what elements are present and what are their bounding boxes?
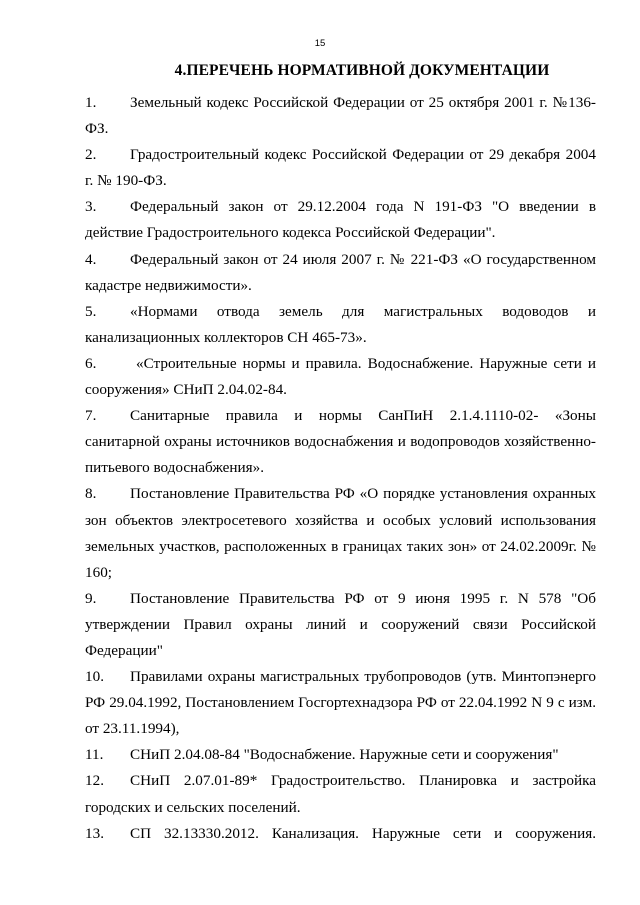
item-text: «Нормами отвода земель для магистральных водоводов и канализационных коллекторов СН 465-73». xyxy=(85,302,596,346)
item-number: 1. xyxy=(85,94,97,111)
list-item xyxy=(85,299,596,351)
item-text: «Строительные нормы и правила. Водоснабжение. Наружные сети и сооружения» СНиП 2.04.02-84. xyxy=(85,354,596,399)
item-text: Санитарные правила и нормы СанПиН 2.1.4.1110-02- «Зоны санитарной охраны источников водоснабжения и водопроводов хозяйственно-питьевого водоснабжения». xyxy=(85,407,596,477)
item-text: Постановление Правительства РФ от 9 июня 1995 г. N 578 "Об утверждении Правил охраны линий и сооружений связи Российской Федерации" xyxy=(85,589,596,659)
item-number: 8. xyxy=(85,485,97,503)
item-number: 9. xyxy=(85,589,97,607)
list-item xyxy=(85,351,596,403)
list-item xyxy=(85,481,596,585)
item-text: Федеральный закон от 29.12.2004 года N 191-ФЗ "О введении в действие Градостроительного кодекса Российской Федерации". xyxy=(85,198,596,242)
list-item xyxy=(85,742,596,768)
list-item xyxy=(85,247,596,299)
item-number: 6. xyxy=(85,354,97,372)
item-number: 7. xyxy=(85,407,97,425)
document-list xyxy=(85,90,596,847)
item-text: Постановление Правительства РФ «О порядке установления охранных зон объектов электросетевого хозяйства и особых условий использования земельных участков, расположенных в границах таких зон» от 24.02.2009г. № 160; xyxy=(85,485,596,581)
item-number: 11. xyxy=(85,746,104,764)
list-item xyxy=(85,403,596,481)
list-item xyxy=(85,194,596,246)
item-text: Правилами охраны магистральных трубопроводов (утв. Минтопэнерго РФ 29.04.1992, Постановлением Госгортехнадзора РФ от 22.04.1992 N 9 с изм. от 23.11.1994), xyxy=(85,668,596,738)
list-item xyxy=(85,586,596,664)
item-number: 5. xyxy=(85,302,97,320)
item-text: СП 32.13330.2012. Канализация. Наружные сети и сооружения. xyxy=(130,824,596,842)
item-number: 10. xyxy=(85,668,104,686)
item-number: 3. xyxy=(85,198,97,216)
item-text: СНиП 2.07.01-89* Градостроительство. Планировка и застройка городских и сельских поселений. xyxy=(85,772,596,816)
item-number: 2. xyxy=(85,146,97,164)
item-number: 12. xyxy=(85,772,104,790)
list-item xyxy=(85,142,596,194)
item-number: 13. xyxy=(85,824,104,842)
item-text: Федеральный закон от 24 июля 2007 г. № 221-ФЗ «О государственном кадастре недвижимости». xyxy=(85,250,596,294)
page-title: 4.ПЕРЕЧЕНЬ НОРМАТИВНОЙ ДОКУМЕНТАЦИИ xyxy=(174,62,550,79)
item-number: 4. xyxy=(85,250,97,268)
list-item xyxy=(85,768,596,820)
list-item xyxy=(85,821,596,847)
item-text: СНиП 2.04.08-84 "Водоснабжение. Наружные сети и сооружения" xyxy=(130,746,559,764)
item-text: Градостроительный кодекс Российской Федерации от 29 декабря 2004 г. № 190-ФЗ. xyxy=(85,146,596,190)
list-item xyxy=(85,90,596,142)
list-item xyxy=(85,664,596,742)
item-text: Земельный кодекс Российской Федерации от 25 октября 2001 г. №136-ФЗ. xyxy=(85,94,596,138)
page-number: 15 xyxy=(314,38,326,49)
